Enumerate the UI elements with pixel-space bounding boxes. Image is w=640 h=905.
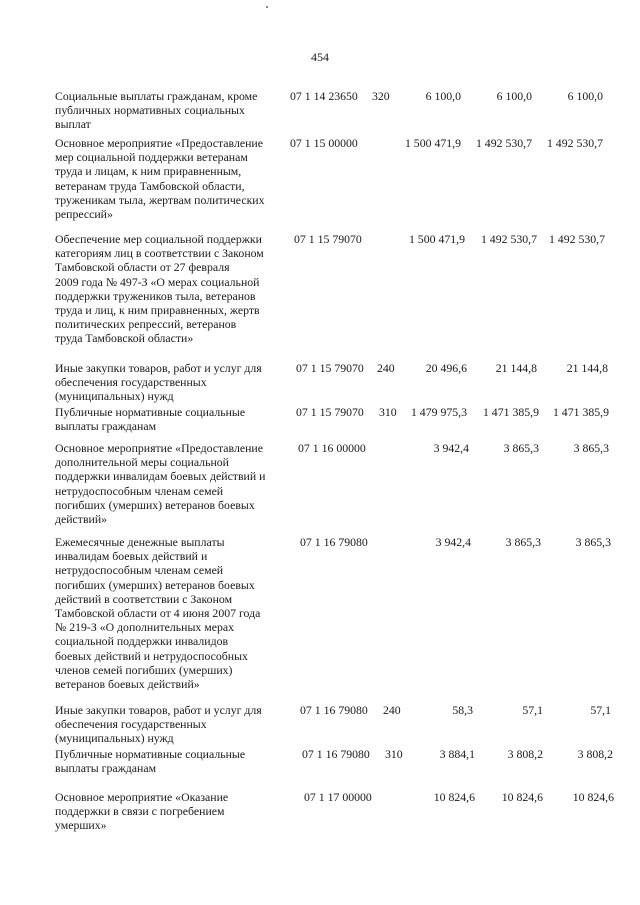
- description-line: (муниципальных) нужд: [55, 389, 174, 404]
- amount-v2021: 21 144,8: [566, 361, 608, 375]
- description-line: поддержки тружеников тыла, ветеранов: [55, 288, 256, 303]
- amount-v2019: 1 500 471,9: [404, 136, 461, 150]
- amount-v2021: 3 865,3: [575, 535, 611, 549]
- amount-v2020: 57,1: [522, 703, 543, 717]
- amount-v2019: 3 942,4: [435, 535, 471, 549]
- row-description: [55, 405, 290, 433]
- description-line: репрессий»: [55, 207, 113, 222]
- description-line: обеспечения государственных: [55, 375, 207, 390]
- amount-v2020: 3 865,3: [503, 441, 539, 455]
- row-description: [55, 441, 290, 526]
- description-line: Иные закупки товаров, работ и услуг для: [55, 361, 262, 375]
- row-description: [55, 703, 290, 746]
- amount-v2019: 6 100,0: [425, 89, 461, 103]
- amount-v2020: 3 865,3: [505, 535, 541, 549]
- description-line: нетрудоспособным членам семей: [55, 483, 224, 498]
- target-article-code: 07 1 16 00000: [298, 441, 366, 455]
- description-line: мер социальной поддержки ветеранам: [55, 150, 248, 165]
- amount-v2020: 21 144,8: [495, 361, 537, 375]
- amount-v2019: 3 942,4: [433, 441, 469, 455]
- amount-v2020: 6 100,0: [496, 89, 532, 103]
- amount-v2021: 57,1: [590, 703, 611, 717]
- description-line: выплат: [55, 117, 91, 132]
- description-line: политических репрессий, ветеранов: [55, 317, 237, 332]
- description-line: Основное мероприятие «Предоставление: [55, 441, 263, 455]
- expense-type-code: 310: [385, 747, 403, 761]
- description-line: 2009 года № 497-З «О мерах социальной: [55, 274, 260, 289]
- description-line: погибших (умерших) ветеранов боевых: [55, 497, 255, 512]
- description-line: труда и лицам, к ним приравненным,: [55, 164, 242, 179]
- amount-v2021: 10 824,6: [572, 790, 614, 804]
- expense-type-code: 310: [379, 405, 397, 419]
- row-description: [55, 535, 290, 691]
- target-article-code: 07 1 15 79070: [296, 361, 364, 375]
- row-description: [55, 790, 290, 833]
- row-description: [55, 136, 290, 221]
- description-line: ветеранам труда Тамбовской области,: [55, 178, 245, 193]
- target-article-code: 07 1 15 79070: [294, 232, 362, 246]
- amount-v2021: 1 471 385,9: [552, 405, 609, 419]
- description-line: № 219-З «О дополнительных мерах: [55, 620, 235, 635]
- target-article-code: 07 1 16 79080: [300, 535, 368, 549]
- description-line: (муниципальных) нужд: [55, 731, 174, 746]
- description-line: категориям лиц в соответствии с Законом: [55, 246, 264, 261]
- description-line: выплаты гражданам: [55, 419, 157, 434]
- description-line: Тамбовской области от 27 февраля: [55, 260, 230, 275]
- amount-v2020: 3 808,2: [507, 747, 543, 761]
- description-line: ветеранов боевых действий»: [55, 677, 200, 692]
- description-line: поддержки в связи с погребением: [55, 804, 225, 819]
- description-line: Основное мероприятие «Оказание: [55, 790, 229, 804]
- amount-v2019: 1 479 975,3: [410, 405, 467, 419]
- description-line: действий в соответствии с Законом: [55, 591, 233, 606]
- description-line: труда и лиц, к ним приравненных, жертв: [55, 303, 260, 318]
- description-line: обеспечения государственных: [55, 717, 207, 732]
- target-article-code: 07 1 16 79080: [302, 747, 370, 761]
- description-line: членов семей погибших (умерших): [55, 662, 233, 677]
- description-line: дополнительной меры социальной: [55, 455, 229, 470]
- amount-v2021: 1 492 530,7: [548, 232, 605, 246]
- description-line: умерших»: [55, 818, 107, 833]
- amount-v2021: 1 492 530,7: [546, 136, 603, 150]
- row-description: [55, 361, 290, 404]
- expense-type-code: 240: [383, 703, 401, 717]
- amount-v2020: 1 492 530,7: [475, 136, 532, 150]
- page-number: 454: [311, 50, 329, 64]
- amount-v2020: 10 824,6: [501, 790, 543, 804]
- target-article-code: 07 1 17 00000: [304, 790, 372, 804]
- target-article-code: 07 1 15 00000: [290, 136, 358, 150]
- amount-v2019: 1 500 471,9: [408, 232, 465, 246]
- description-line: труженикам тыла, жертвам политических: [55, 192, 265, 207]
- description-line: выплаты гражданам: [55, 761, 157, 776]
- description-line: инвалидам боевых действий и: [55, 549, 208, 564]
- amount-v2019: 58,3: [452, 703, 473, 717]
- description-line: публичных нормативных социальных: [55, 103, 245, 118]
- description-line: нетрудоспособным членам семей: [55, 563, 224, 578]
- amount-v2019: 10 824,6: [433, 790, 475, 804]
- description-line: поддержки инвалидам боевых действий и: [55, 469, 266, 484]
- description-line: социальной поддержки инвалидов: [55, 634, 229, 649]
- description-line: Тамбовской области от 4 июня 2007 года: [55, 606, 261, 621]
- amount-v2021: 3 865,3: [573, 441, 609, 455]
- expense-type-code: 320: [372, 89, 390, 103]
- amount-v2021: 6 100,0: [567, 89, 603, 103]
- description-line: труда Тамбовской области»: [55, 331, 194, 346]
- amount-v2019: 3 884,1: [439, 747, 475, 761]
- description-line: боевых действий и нетрудоспособных: [55, 648, 248, 663]
- description-line: Основное мероприятие «Предоставление: [55, 136, 263, 150]
- amount-v2021: 3 808,2: [577, 747, 613, 761]
- description-line: Публичные нормативные социальные: [55, 747, 246, 761]
- row-description: [55, 232, 290, 346]
- target-article-code: 07 1 16 79080: [300, 703, 368, 717]
- amount-v2020: 1 492 530,7: [480, 232, 537, 246]
- description-line: Обеспечение мер социальной поддержки: [55, 232, 262, 246]
- description-line: Социальные выплаты гражданам, кроме: [55, 89, 258, 103]
- amount-v2020: 1 471 385,9: [482, 405, 539, 419]
- description-line: Иные закупки товаров, работ и услуг для: [55, 703, 262, 717]
- description-line: Публичные нормативные социальные: [55, 405, 246, 419]
- row-description: [55, 89, 290, 132]
- amount-v2019: 20 496,6: [425, 361, 467, 375]
- description-line: действий»: [55, 512, 108, 527]
- target-article-code: 07 1 15 79070: [296, 405, 364, 419]
- row-description: [55, 747, 290, 775]
- description-line: Ежемесячные денежные выплаты: [55, 535, 225, 549]
- expense-type-code: 240: [377, 361, 395, 375]
- scan-speck: [266, 6, 268, 8]
- description-line: погибших (умерших) ветеранов боевых: [55, 577, 255, 592]
- target-article-code: 07 1 14 23650: [290, 89, 358, 103]
